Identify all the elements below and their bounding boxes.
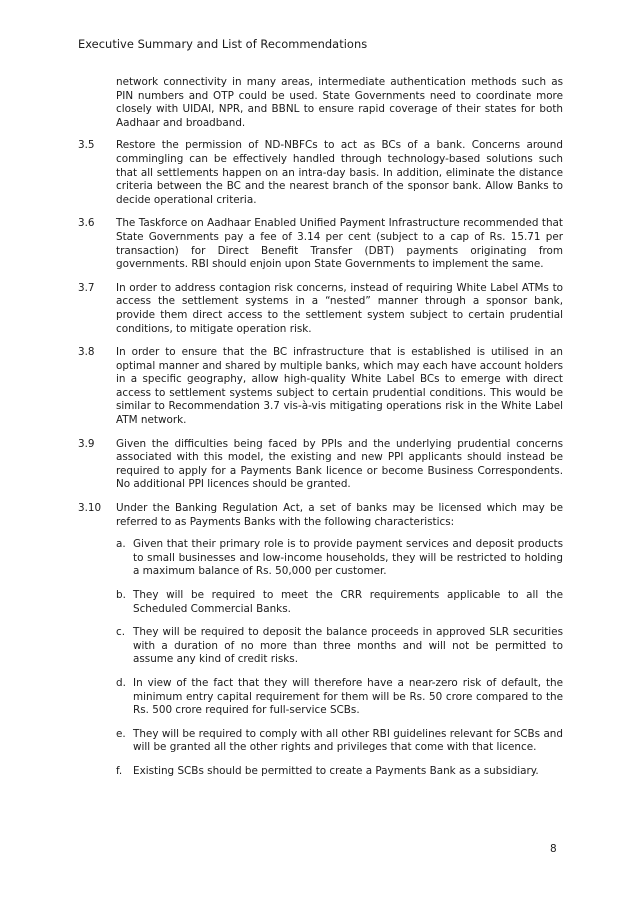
intro-paragraph: network connectivity in many areas, intermediate authentication methods such as PIN numbers and OTP could be used. State Governments need to coordinate more closely with UIDAI, NPR, and BBNL to ensure rapid coverage of their states for both Aadhaar and broadband. [116, 76, 563, 129]
list-item-letter: c. [116, 626, 126, 639]
recommendation-3-5 [78, 139, 563, 207]
running-header: Executive Summary and List of Recommendations [78, 37, 368, 51]
list-item-text: They will be required to comply with all other RBI guidelines relevant for SCBs and will be granted all the other rights and privileges that come with that licence. [133, 727, 563, 754]
list-item-text: They will be required to meet the CRR requirements applicable to all the Scheduled Commercial Banks. [133, 589, 563, 615]
recommendation-number: 3.6 [78, 217, 95, 230]
page-number: 8 [550, 843, 557, 855]
list-item-letter: e. [116, 727, 126, 740]
recommendation-text: In order to ensure that the BC infrastructure that is established is utilised in an optimal manner and shared by multiple banks, which may each have account holders in a specific geography, allow high-quality White Label BCs to emerge with direct access to settlement systems subject to certain prudential conditions. This would be similar to Recommendation 3.7 vis-à-vis mitigating operations risk in the White Label ATM network. [116, 346, 564, 427]
list-item-letter: f. [116, 764, 123, 777]
list-item [116, 677, 563, 718]
recommendation-text: Given the difficulties being faced by PPIs and the underlying prudential concerns associated with this model, the existing and new PPI applicants should instead be required to apply for a Payments Bank licence or become Business Correspondents. No additional PPI licences should be granted. [116, 437, 563, 491]
recommendation-text: In order to address contagion risk concerns, instead of requiring White Label ATMs to access the settlement systems in a “nested” manner through a sponsor bank, provide them direct access to the settlement system subject to certain prudential conditions, to mitigate operation risk. [116, 281, 563, 335]
list-item [116, 626, 563, 667]
recommendation-text: Restore the permission of ND-NBFCs to act as BCs of a bank. Concerns around commingling can be effectively handled through technology-based solutions such that all settlements happen on an intra-day basis. In addition, eliminate the distance criteria between the BC and the nearest branch of the sponsor bank. Allow Banks to decide operational criteria. [116, 139, 563, 206]
recommendation-3-10 [78, 502, 563, 789]
recommendation-number: 3.5 [78, 139, 95, 152]
recommendation-number: 3.10 [78, 502, 102, 515]
list-item-text: Existing SCBs should be permitted to create a Payments Bank as a subsidiary. [133, 764, 539, 777]
list-item-text: Given that their primary role is to provide payment services and deposit products to small businesses and low-income households, they will be restricted to holding a maximum balance of Rs. 50,000 per customer. [133, 538, 563, 578]
list-item [116, 538, 563, 579]
list-item-letter: d. [116, 676, 126, 689]
recommendation-text: The Taskforce on Aadhaar Enabled Unified Payment Infrastructure recommended that State Governments pay a fee of 3.14 per cent (subject to a cap of Rs. 15.71 per transaction) for Direct Benefit Transfer (DBT) payments originating from governments. RBI should enjoin upon State Governments to implement the same. [116, 217, 563, 271]
recommendation-text: Under the Banking Regulation Act, a set of banks may be licensed which may be referred to as Payments Banks with the following characteristics: [116, 502, 563, 528]
recommendation-3-7 [78, 282, 563, 336]
characteristics-list [116, 538, 563, 778]
recommendation-body [116, 502, 563, 789]
recommendation-number: 3.8 [78, 346, 95, 359]
list-item [116, 589, 563, 616]
list-item [116, 765, 563, 779]
list-item-text: They will be required to deposit the balance proceeds in approved SLR securities with a duration of no more than three months and will not be permitted to assume any kind of credit risks. [133, 626, 563, 666]
recommendation-number: 3.9 [78, 437, 95, 450]
list-item [116, 728, 563, 755]
list-item-letter: a. [116, 538, 126, 551]
recommendation-3-9 [78, 438, 563, 492]
document-body [78, 76, 563, 799]
recommendation-number: 3.7 [78, 281, 95, 294]
list-item-text: In view of the fact that they will therefore have a near-zero risk of default, the minimum entry capital requirement for them will be Rs. 50 crore compared to the Rs. 500 crore required for full-service SCBs. [133, 676, 563, 717]
recommendation-3-8 [78, 346, 563, 428]
recommendation-3-6 [78, 217, 563, 271]
list-item-letter: b. [116, 589, 126, 601]
